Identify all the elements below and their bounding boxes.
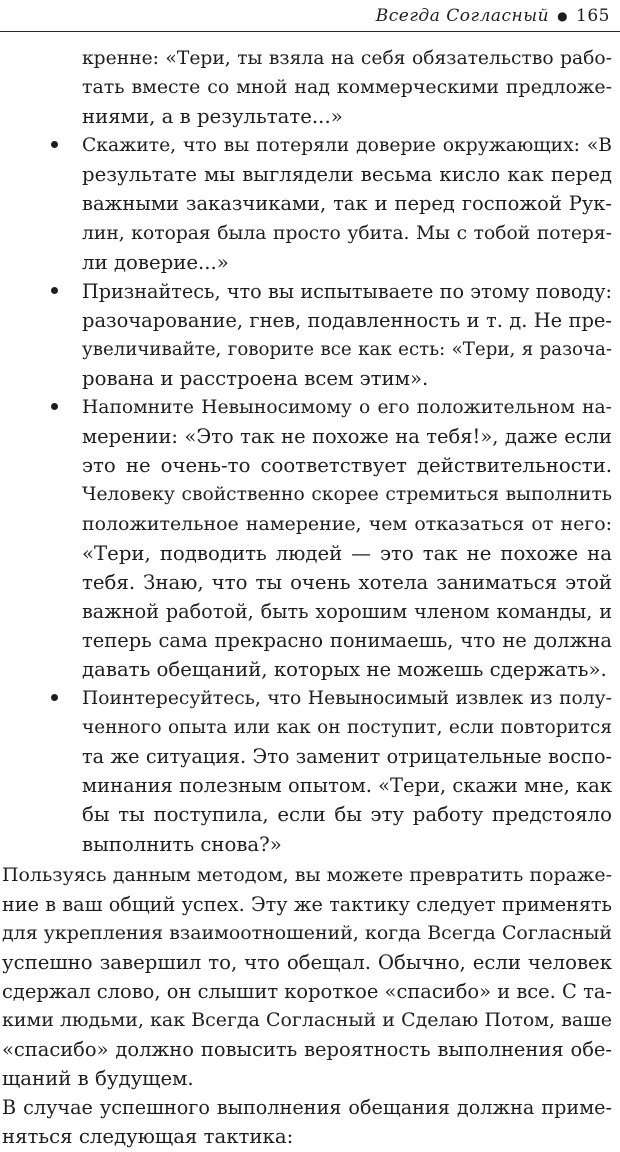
text-line: кими людьми, как Всегда Согласный и Сделаю Потом, ваше [2, 1009, 612, 1032]
text-line: Признайтесь, что вы испытываете по этому поводу: [82, 279, 612, 303]
text-line: положительное намерение, чем отказаться от него: [82, 512, 612, 535]
text-line: увеличивайте, говорите все как есть: «Тери, я разоча- [82, 338, 612, 360]
text-line: теперь сама прекрасно понимаешь, что не должна [82, 628, 612, 652]
paragraph [0, 861, 620, 1094]
text-line: «Тери, подводить людей — это так не похоже на [82, 541, 612, 565]
bullet-item [0, 277, 620, 393]
page-body [0, 44, 620, 1152]
text-line: Поинтересуйтесь, что Невыносимый извлек из полу- [82, 688, 612, 710]
text-line: та же ситуация. Это заменит отрицательные воспо- [82, 745, 612, 769]
text-line: важной работой, быть хорошим членом команды, и [82, 599, 612, 623]
text-line: Пользуясь данным методом, вы можете превратить пораже- [2, 863, 612, 886]
text-line: Человеку свойственно скорее стремиться выполнить [82, 484, 612, 506]
text-line: «спасибо» должно повысить вероятность выполнения обе- [2, 1038, 612, 1062]
text-line: минания полезным опытом. «Тери, скажи мне, как [82, 774, 612, 798]
running-header-title: Всегда Согласный [375, 5, 550, 26]
paragraph [0, 1093, 620, 1151]
running-header [0, 0, 620, 32]
bullet-icon [51, 141, 58, 148]
text-line: результате мы выглядели весьма кисло как перед [82, 163, 612, 187]
bullet-icon [51, 403, 58, 410]
text-line: ние в ваш общий успех. Эту же тактику следует применять [2, 892, 612, 916]
text-line: мерении: «Это так не похоже на тебя!», даже если [82, 425, 612, 449]
text-line: лин, которая была просто убита. Мы с тобой потеря- [82, 222, 612, 244]
page-number: 165 [576, 5, 610, 26]
text-line: бы ты поступила, если бы эту работу предстояло [82, 803, 612, 827]
text-line: разочарование, гнев, подавленность и т. д. Не пре- [82, 308, 612, 332]
text-line: выполнить снова?» [82, 832, 282, 856]
text-line: няться следующая тактика: [2, 1125, 294, 1149]
text-line: давать обещаний, которых не можешь сдержать». [82, 657, 607, 681]
text-line: ченного опыта или как он поступит, если повторится [82, 717, 612, 739]
text-line: Скажите, что вы потеряли доверие окружающих: «В [82, 135, 612, 157]
bullet-icon [51, 287, 58, 294]
bullet-icon [51, 694, 58, 701]
text-line: важными заказчиками, так и перед госпожой Рук- [82, 192, 612, 216]
continuation-text [0, 44, 620, 131]
text-line: тебя. Знаю, что ты очень хотела заниматься этой [82, 570, 612, 594]
text-line: успешно завершил то, что обещал. Обычно, если человек [2, 950, 612, 974]
text-line: кренне: «Тери, ты взяла на себя обязательство рабо- [82, 48, 612, 69]
text-line: тать вместе со мной над коммерческими предложе- [82, 76, 612, 99]
bullet-item [0, 393, 620, 684]
text-line: для укрепления взаимоотношений, когда Всегда Согласный [2, 921, 612, 944]
text-line: ниями, а в результате...» [82, 105, 343, 129]
bullet-separator-icon: ● [557, 8, 569, 23]
text-line: ли доверие...» [82, 250, 229, 274]
text-line: это не очень-то соответствует действительности. [82, 454, 612, 478]
text-line: сдержал слово, он слышит короткое «спасибо» и все. С та- [2, 980, 612, 1003]
bullet-item [0, 131, 620, 276]
text-line: щаний в будущем. [2, 1067, 194, 1091]
text-line: В случае успешного выполнения обещания должна приме- [2, 1096, 612, 1120]
bullet-item [0, 684, 620, 859]
text-line: рована и расстроена всем этим». [82, 367, 429, 391]
text-line: Напомните Невыносимому о его положительном на- [82, 397, 612, 419]
